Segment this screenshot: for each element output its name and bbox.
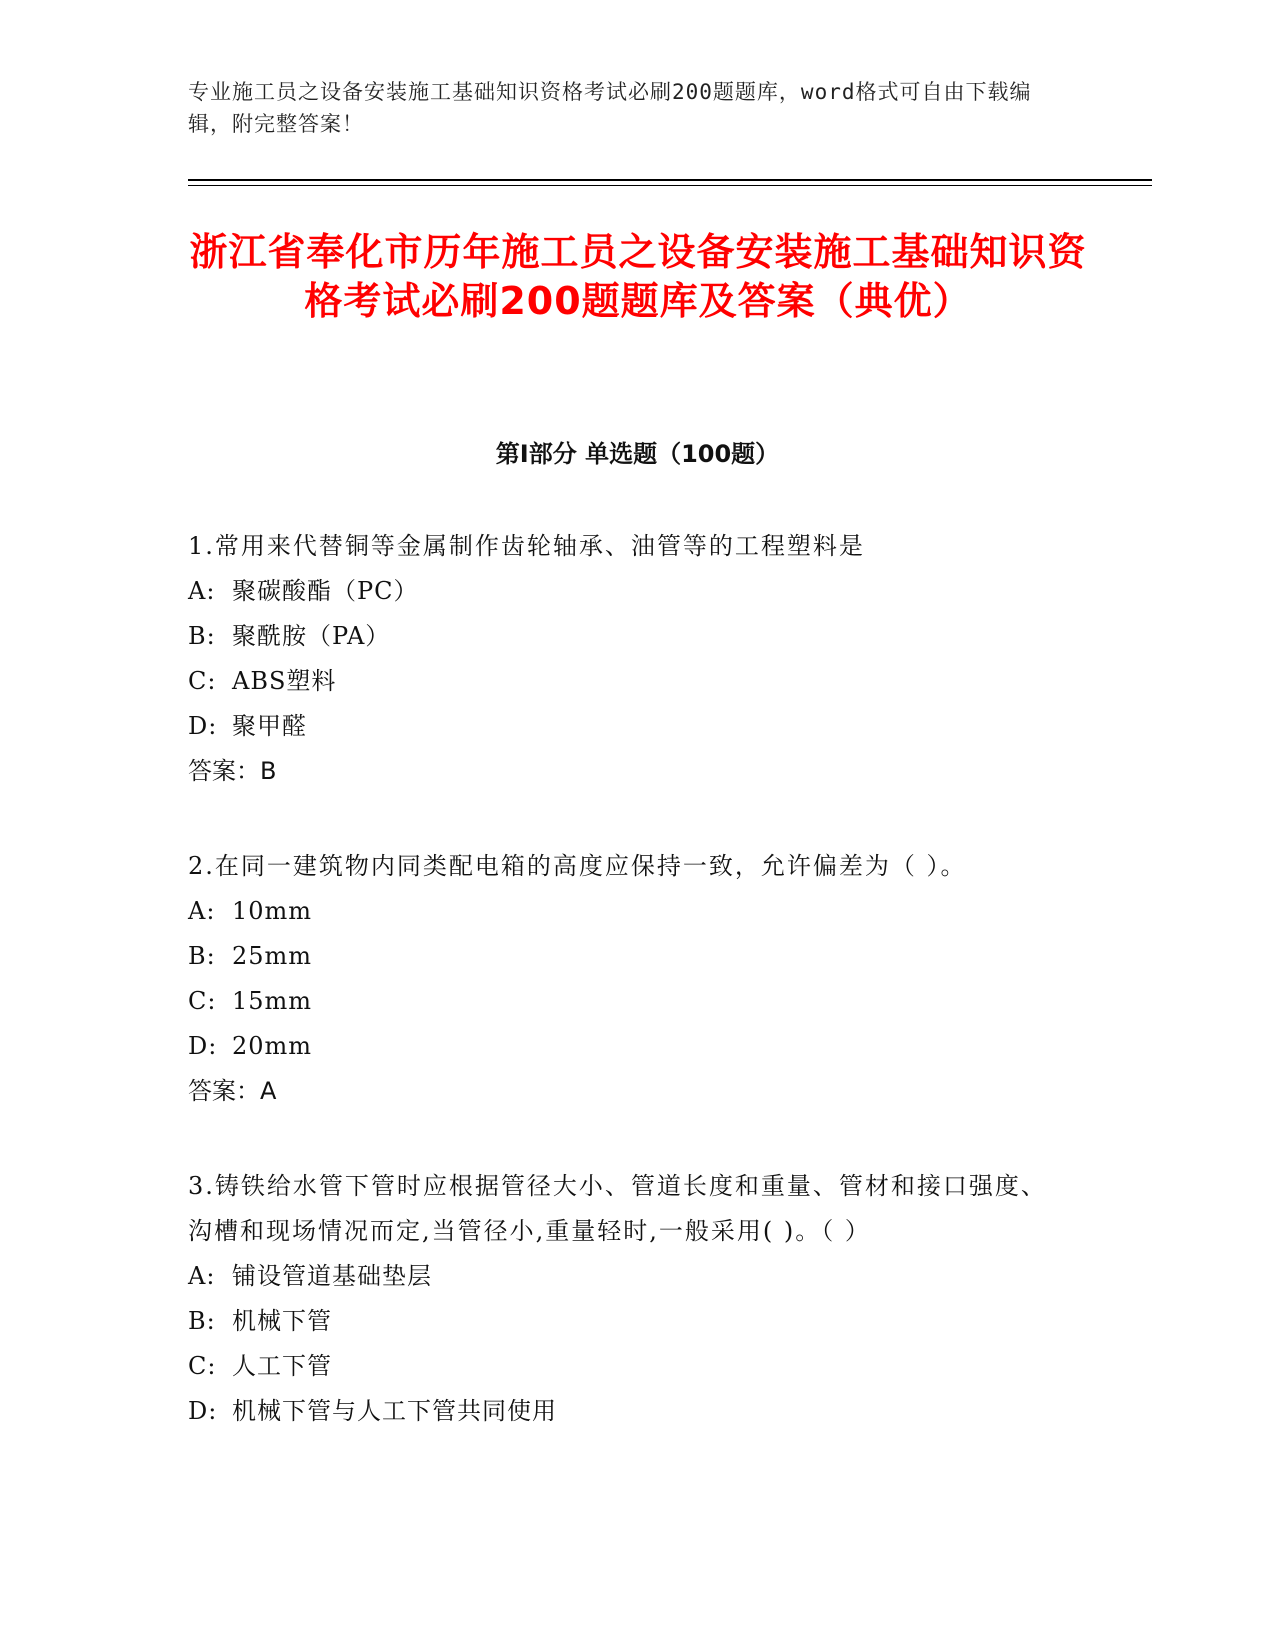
option-b (188, 934, 1068, 979)
option-key: C: (188, 987, 217, 1015)
header-divider-thin (188, 185, 1152, 186)
question-1 (188, 524, 1068, 794)
option-key: B: (188, 1307, 216, 1335)
option-text: 人工下管 (232, 1352, 332, 1380)
header-note: 专业施工员之设备安装施工基础知识资格考试必刷200题题库，word格式可自由下载编辑，附完整答案！ (188, 80, 1032, 136)
question-stem: 2.在同一建筑物内同类配电箱的高度应保持一致，允许偏差为（ ）。 (188, 852, 967, 880)
option-c (188, 1344, 1068, 1389)
question-2 (188, 844, 1068, 1114)
option-key: B: (188, 942, 216, 970)
option-c (188, 979, 1068, 1024)
option-a (188, 1254, 1068, 1299)
option-text: 10mm (232, 897, 313, 925)
option-b (188, 1299, 1068, 1344)
option-text: 聚碳酸酯（PC） (232, 577, 419, 605)
option-key: D: (188, 1032, 218, 1060)
option-d (188, 704, 1068, 749)
option-text: 铺设管道基础垫层 (232, 1262, 432, 1290)
option-d (188, 1024, 1068, 1069)
option-a (188, 889, 1068, 934)
option-key: A: (188, 897, 216, 925)
answer-line: 答案：B (188, 757, 277, 785)
option-a (188, 569, 1068, 614)
header-divider-thick (188, 179, 1152, 181)
option-text: 15mm (232, 987, 313, 1015)
option-key: C: (188, 1352, 217, 1380)
document-title: 浙江省奉化市历年施工员之设备安装施工基础知识资格考试必刷200题题库及答案（典优） (189, 230, 1087, 323)
option-text: 机械下管 (232, 1307, 332, 1335)
answer-line: 答案：A (188, 1077, 277, 1105)
option-key: C: (188, 667, 217, 695)
question-stem: 3.铸铁给水管下管时应根据管径大小、管道长度和重量、管材和接口强度、沟槽和现场情况而定,当管径小,重量轻时,一般采用( )。（ ） (188, 1172, 1047, 1245)
option-key: D: (188, 1397, 218, 1425)
question-3 (188, 1164, 1068, 1434)
question-stem: 1.常用来代替铜等金属制作齿轮轴承、油管等的工程塑料是 (188, 532, 865, 560)
option-c (188, 659, 1068, 704)
option-text: 聚甲醛 (232, 712, 307, 740)
option-b (188, 614, 1068, 659)
option-key: B: (188, 622, 216, 650)
option-key: D: (188, 712, 218, 740)
option-key: A: (188, 1262, 216, 1290)
option-d (188, 1389, 1068, 1434)
option-text: 聚酰胺（PA） (232, 622, 391, 650)
option-text: ABS塑料 (232, 667, 337, 695)
option-key: A: (188, 577, 216, 605)
option-text: 25mm (232, 942, 313, 970)
option-text: 20mm (232, 1032, 313, 1060)
section-title: 第I部分 单选题（100题） (495, 440, 780, 468)
option-text: 机械下管与人工下管共同使用 (232, 1397, 557, 1425)
